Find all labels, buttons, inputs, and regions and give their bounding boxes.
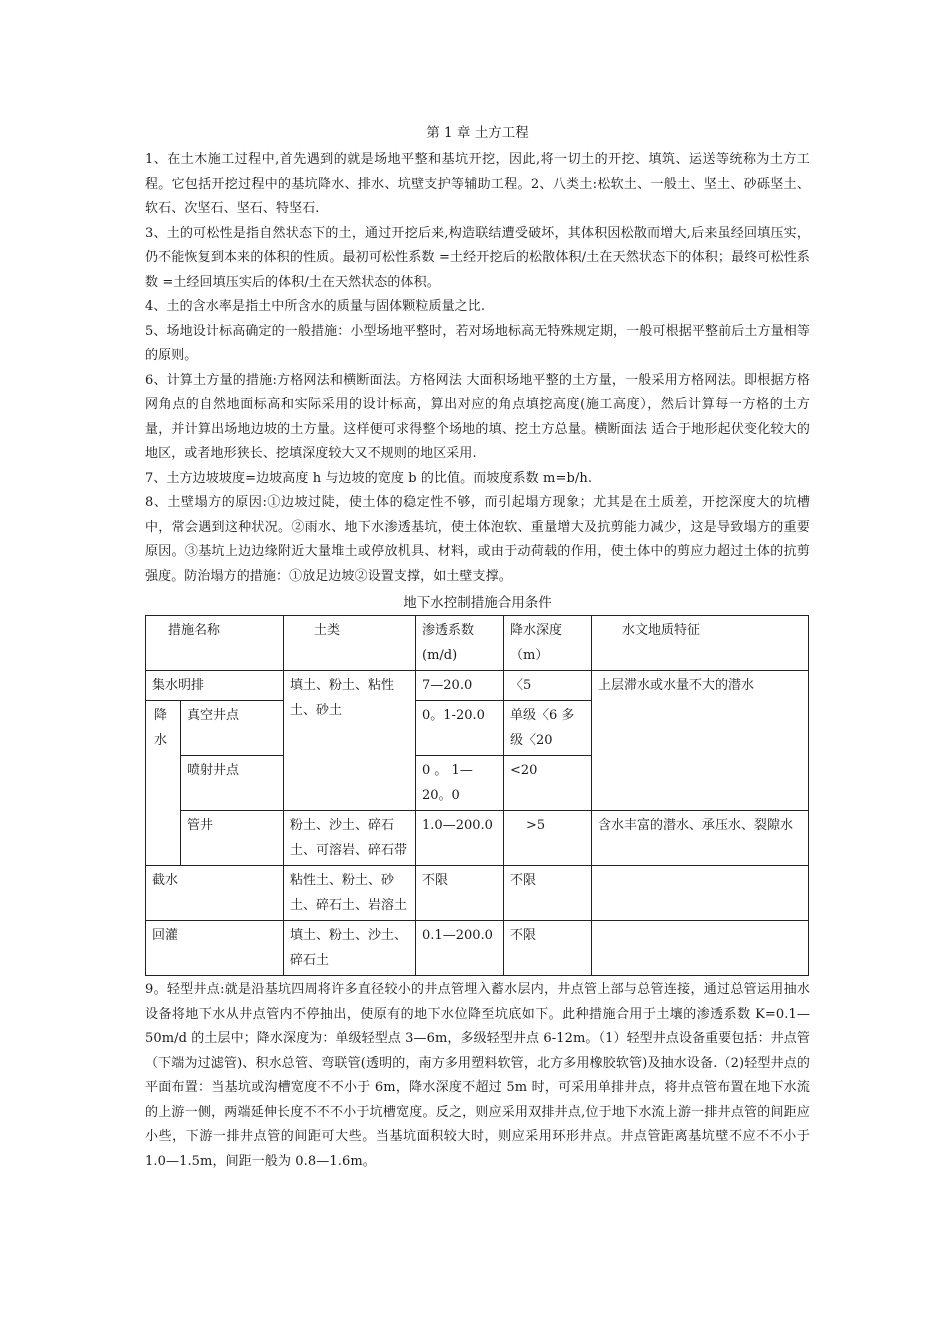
cell-permeability: 0。1-20.0 [416,701,504,756]
cell-hydrogeology: 含水丰富的潜水、承压水、裂隙水 [592,811,809,866]
paragraph-5: 5、场地设计标高确定的一般措施：小型场地平整时，若对场地标高无特殊规定期，一般可根据平整前后土方量相等的原则。 [145,323,810,363]
cell-soil: 填土、粉土、粘性土、砂土 [284,671,416,811]
cell-depth: >5 [504,811,592,866]
groundwater-control-table [145,615,809,976]
paragraph-7: 7、土方边坡坡度=边坡高度 h 与边坡的宽度 b 的比值。而坡度系数 m=b/h. [145,470,593,486]
header-depth: 降水深度（m） [504,616,592,671]
header-soil: 土类 [284,616,416,671]
table-row [146,921,809,976]
header-hydrogeology: 水文地质特征 [592,616,809,671]
cell-hydrogeology [592,921,809,976]
cell-method: 喷射井点 [181,756,284,811]
table-header-row [146,616,809,671]
paragraph-9: 9。轻型井点:就是沿基坑四周将许多直径较小的井点管埋入蓄水层内，井点管上部与总管连接，通过总管运用抽水设备将地下水从井点管内不停抽出，使原有的地下水位降至坑底如下。此种措施合用于土壤的渗透系数 K=0.1—50m/d 的土层中；降水深度为：单级轻型点 3—6m，多级轻型井点 6-12m。（1）轻型井点设备重要包括：井点管（下端为过滤管)、积水总管、弯联管(透明的，南方多用塑料软管，北方多用橡胶软管)及抽水设备.（2)轻型井点的平面布置：当基坑或沟槽宽度不不小于 6m，降水深度不超过 5m 时，可采用单排井点，将井点管布置在地下水流的上游一侧，两端延伸长度不不不小于坑槽宽度。反之，则应采用双排井点,位于地下水流上游一排井点管的间距应小些，下游一排井点管的间距可大些。当基坑面积较大时，则应采用环形井点。井点管距离基坑壁不应不不小于 1.0—1.5m，间距一般为 0.8—1.6m。 [145,982,810,1169]
cell-depth: 不限 [504,866,592,921]
table-row [146,671,809,701]
cell-hydrogeology: 上层滞水或水量不大的潜水 [592,671,809,811]
cell-depth: <20 [504,756,592,811]
table-row [146,866,809,921]
cell-permeability: 0 。 1—20。0 [416,756,504,811]
cell-soil: 粘性土、粉土、砂土、碎石土、岩溶土 [284,866,416,921]
chapter-title: 第 1 章 土方工程 [426,125,529,141]
paragraph-3: 3、土的可松性是指自然状态下的土，通过开挖后来,构造联结遭受破坏，其体积因松散而增大,后来虽经回填压实，仍不能恢复到本来的体积的性质。最初可松性系数 =土经开挖后的松散体积/土在天然状态下的体积；最终可松性系数 =土经回填压实后的体积/土在天然状态的体积。 [145,225,810,290]
header-permeability: 渗透系数(m/d) [416,616,504,671]
cell-permeability: 0.1—200.0 [416,921,504,976]
paragraph-4: 4、土的含水率是指土中所含水的质量与固体颗粒质量之比. [145,299,486,314]
header-method: 措施名称 [146,616,284,671]
document-page [145,120,810,1174]
cell-permeability: 不限 [416,866,504,921]
paragraph-6: 6、计算土方量的措施:方格网法和横断面法。方格网法 大面积场地平整的土方量，一般采用方格网法。即根据方格网角点的自然地面标高和实际采用的设计标高，算出对应的角点填挖高度(施工高度），然后计算每一方格的土方量，并计算出场地边坡的土方量。这样便可求得整个场地的填、挖土方总量。横断面法 适合于地形起伏变化较大的地区，或者地形狭长、挖填深度较大又不规则的地区采用. [145,372,810,461]
table-caption: 地下水控制措施合用条件 [403,595,552,611]
cell-method: 回灌 [146,921,284,976]
cell-depth: 不限 [504,921,592,976]
table-row [146,811,809,866]
cell-permeability: 7—20.0 [416,671,504,701]
cell-permeability: 1.0—200.0 [416,811,504,866]
cell-depth: 〈5 [504,671,592,701]
cell-group-dewatering: 降水 [146,701,181,866]
cell-method: 集水明排 [146,671,284,701]
cell-soil: 粉土、沙土、碎石土、可溶岩、碎石带 [284,811,416,866]
cell-depth: 单级〈6 多级〈20 [504,701,592,756]
cell-soil: 填土、粉土、沙土、碎石土 [284,921,416,976]
paragraph-8: 8、土壁塌方的原因:①边坡过陡，使土体的稳定性不够，而引起塌方现象；尤其是在土质差，开挖深度大的坑槽中，常会遇到这种状况。②雨水、地下水渗透基坑，使土体泡软、重量增大及抗剪能力减少，这是导致塌方的重要原因。③基坑上边边缘附近大量堆土或停放机具、材料，或由于动荷载的作用，使土体中的剪应力超过土体的抗剪强度。防治塌方的措施：①放足边坡②设置支撑，如土壁支撑。 [145,495,810,584]
cell-method: 截水 [146,866,284,921]
cell-hydrogeology [592,866,809,921]
cell-method: 管井 [181,811,284,866]
paragraph-1: 1、在土木施工过程中,首先遇到的就是场地平整和基坑开挖，因此,将一切土的开挖、填筑、运送等统称为土方工程。它包括开挖过程中的基坑降水、排水、坑壁支护等辅助工程。2、八类土:松软土、一般土、坚土、砂砾坚土、软石、次坚石、坚石、特坚石. [145,152,810,216]
cell-method: 真空井点 [181,701,284,756]
